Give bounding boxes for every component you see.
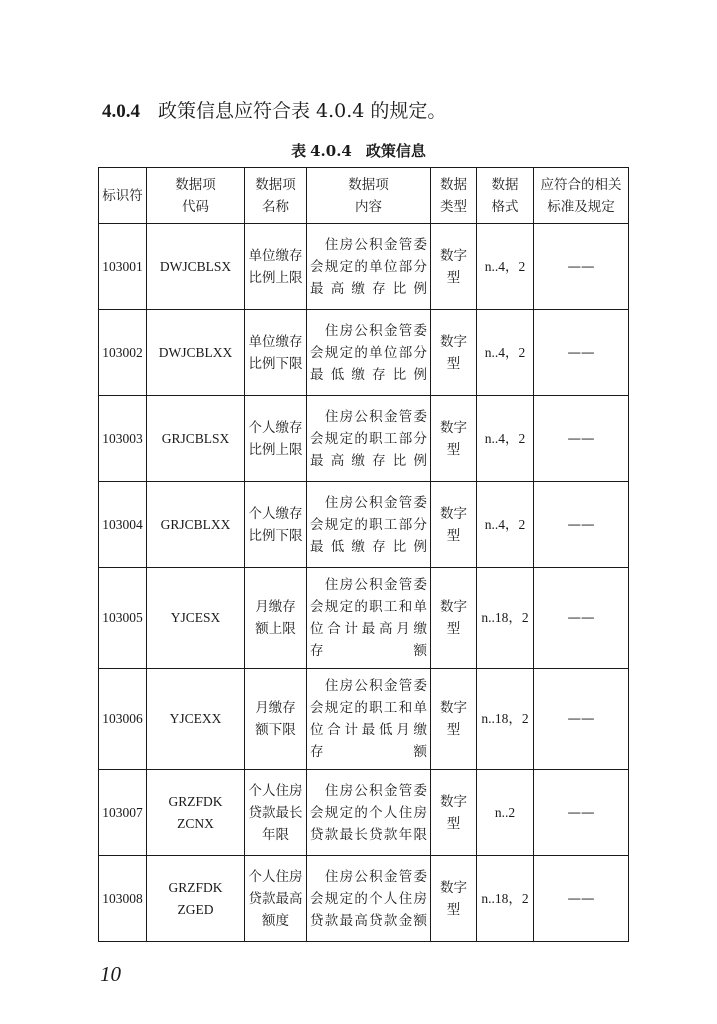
cell-identifier: 103005 [99,568,147,669]
cell-item-code [147,856,245,942]
cell-data-format: n..4，2 [477,310,534,396]
column-header-item-content [307,168,431,224]
cell-line: 住房公积金管委 [324,577,427,593]
cell-line: 额下限 [255,722,296,738]
table-header [99,168,629,224]
table-row [99,310,629,396]
table-caption [0,140,717,161]
cell-item-code [147,568,245,669]
cell-line: 个人缴存 [248,505,303,522]
table-row [99,224,629,310]
cell-line: 最低缴存比例 [310,366,427,383]
section-number: 4.0.4 [102,101,140,122]
table-row [99,770,629,856]
cell-line: 贷款最高贷款金额 [310,912,427,929]
cell-related-standard: —— [534,396,629,482]
cell-line: 单位缴存 [248,333,303,350]
cell-line: 住房公积金管委 [324,236,427,253]
column-header-item-name [245,168,307,224]
cell-line: 年限 [262,826,289,843]
column-header-item-code [147,168,245,224]
cell-line: DWJCBLXX [158,344,233,360]
cell-line: GRZFDK [168,793,223,809]
table-row [99,669,629,770]
cell-line: 住房公积金管委 [324,868,427,885]
cell-related-standard: —— [534,669,629,770]
cell-line: 标准及规定 [547,198,615,215]
column-header-related-standard [534,168,629,224]
cell-item-content [307,310,431,396]
cell-data-type: 数字型 [431,770,477,856]
cell-line: 会规定的个人住房 [310,890,427,907]
cell-line: 贷款最高 [248,890,303,907]
cell-line: 个人缴存 [248,419,303,436]
cell-line: 月缴存 [255,700,296,716]
caption-title: 政策信息 [365,142,426,160]
cell-line: 应符合的相关 [540,176,622,193]
cell-line: 最低缴存比例 [310,538,427,555]
cell-item-content [307,856,431,942]
cell-identifier: 103006 [99,669,147,770]
cell-line: 额度 [262,912,289,929]
cell-line: 内容 [355,198,382,215]
table-row [99,856,629,942]
cell-line: 比例上限 [248,441,303,458]
cell-item-content [307,396,431,482]
cell-item-content [307,482,431,568]
cell-data-type: 数字型 [431,669,477,770]
cell-line: ZCNX [177,815,214,831]
cell-line: 会规定的单位部分 [310,258,427,275]
cell-line: 代码 [182,198,209,215]
cell-line: GRZFDK [168,879,223,895]
table-row [99,482,629,568]
cell-item-code [147,310,245,396]
cell-line: 存额 [310,643,427,659]
cell-line: 比例下限 [248,355,303,372]
cell-line: 贷款最长 [248,804,303,821]
cell-line: YJCEXX [169,711,222,726]
cell-identifier: 103004 [99,482,147,568]
cell-related-standard: —— [534,310,629,396]
section-heading [102,96,446,123]
cell-line: 会规定的职工部分 [310,430,427,447]
cell-data-format: n..18，2 [477,568,534,669]
cell-item-content [307,669,431,770]
cell-item-name [245,396,307,482]
cell-line: 个人住房 [248,782,303,799]
cell-line: GRJCBLSX [161,430,230,446]
cell-line: 数据 [491,176,519,193]
caption-number: 4.0.4 [310,142,352,160]
column-header-data-type [431,168,477,224]
cell-item-content [307,770,431,856]
cell-line: 位合计最低月缴 [310,722,427,738]
cell-line: 比例上限 [248,269,303,286]
cell-line: 单位缴存 [248,247,303,264]
cell-line: 数据项 [348,176,389,193]
cell-line: 住房公积金管委 [324,678,427,694]
cell-related-standard: —— [534,856,629,942]
section-text: 政策信息应符合表 4.0.4 的规定。 [158,100,447,122]
column-header-identifier [99,168,147,224]
cell-line: 会规定的单位部分 [310,344,427,361]
cell-line: 额上限 [255,621,296,637]
cell-data-type: 数字型 [431,856,477,942]
cell-data-format: n..4，2 [477,396,534,482]
cell-item-name [245,568,307,669]
cell-data-format: n..18，2 [477,856,534,942]
cell-line: 名称 [262,198,289,215]
cell-item-code [147,669,245,770]
cell-related-standard: —— [534,568,629,669]
cell-line: 会规定的个人住房 [310,804,427,821]
cell-item-name [245,482,307,568]
cell-identifier: 103007 [99,770,147,856]
cell-data-format: n..2 [477,770,534,856]
cell-item-name [245,770,307,856]
cell-item-code [147,396,245,482]
cell-line: 住房公积金管委 [324,408,427,425]
cell-identifier: 103008 [99,856,147,942]
cell-line: 最高缴存比例 [310,452,427,469]
cell-line: 会规定的职工和单 [310,700,427,716]
table-row [99,568,629,669]
cell-line: DWJCBLSX [159,258,232,274]
cell-item-name [245,310,307,396]
cell-data-format: n..4，2 [477,482,534,568]
cell-item-name [245,669,307,770]
cell-line: 月缴存 [255,599,296,615]
cell-related-standard: —— [534,224,629,310]
cell-data-type: 数字型 [431,310,477,396]
cell-line: 会规定的职工部分 [310,516,427,533]
cell-line: 最高缴存比例 [310,280,427,297]
cell-item-code [147,482,245,568]
cell-item-code [147,224,245,310]
cell-line: 住房公积金管委 [324,322,427,339]
cell-item-name [245,224,307,310]
cell-related-standard: —— [534,482,629,568]
cell-line: 住房公积金管委 [324,782,427,799]
cell-line: 格式 [491,198,519,215]
cell-line: 存额 [310,744,427,760]
cell-line: 数据项 [255,176,296,193]
cell-line: GRJCBLXX [160,516,231,532]
cell-item-content [307,224,431,310]
cell-line: 个人住房 [248,868,303,885]
cell-data-format: n..4，2 [477,224,534,310]
cell-item-content [307,568,431,669]
cell-data-type: 数字型 [431,568,477,669]
cell-line: 类型 [440,198,467,215]
cell-identifier: 103002 [99,310,147,396]
cell-identifier: 103003 [99,396,147,482]
cell-item-name [245,856,307,942]
policy-info-table [98,167,629,942]
caption-prefix: 表 [291,142,307,160]
column-header-data-format [477,168,534,224]
cell-identifier: 103001 [99,224,147,310]
cell-data-type: 数字型 [431,396,477,482]
cell-line: 数据 [440,176,467,193]
table-row [99,396,629,482]
table-body [99,224,629,942]
cell-related-standard: —— [534,770,629,856]
cell-line: 标识符 [102,187,143,204]
cell-line: 数据项 [175,176,216,193]
cell-item-code [147,770,245,856]
cell-line: 贷款最长贷款年限 [310,826,427,843]
cell-data-type: 数字型 [431,482,477,568]
cell-data-type: 数字型 [431,224,477,310]
header-row [99,168,629,224]
cell-data-format: n..18，2 [477,669,534,770]
cell-line: 位合计最高月缴 [310,621,427,637]
cell-line: 比例下限 [248,527,303,544]
cell-line: YJCESX [170,610,221,625]
cell-line: 会规定的职工和单 [310,599,427,615]
cell-line: ZGED [177,901,214,917]
cell-line: 住房公积金管委 [324,494,427,511]
page-number: 10 [100,962,121,986]
